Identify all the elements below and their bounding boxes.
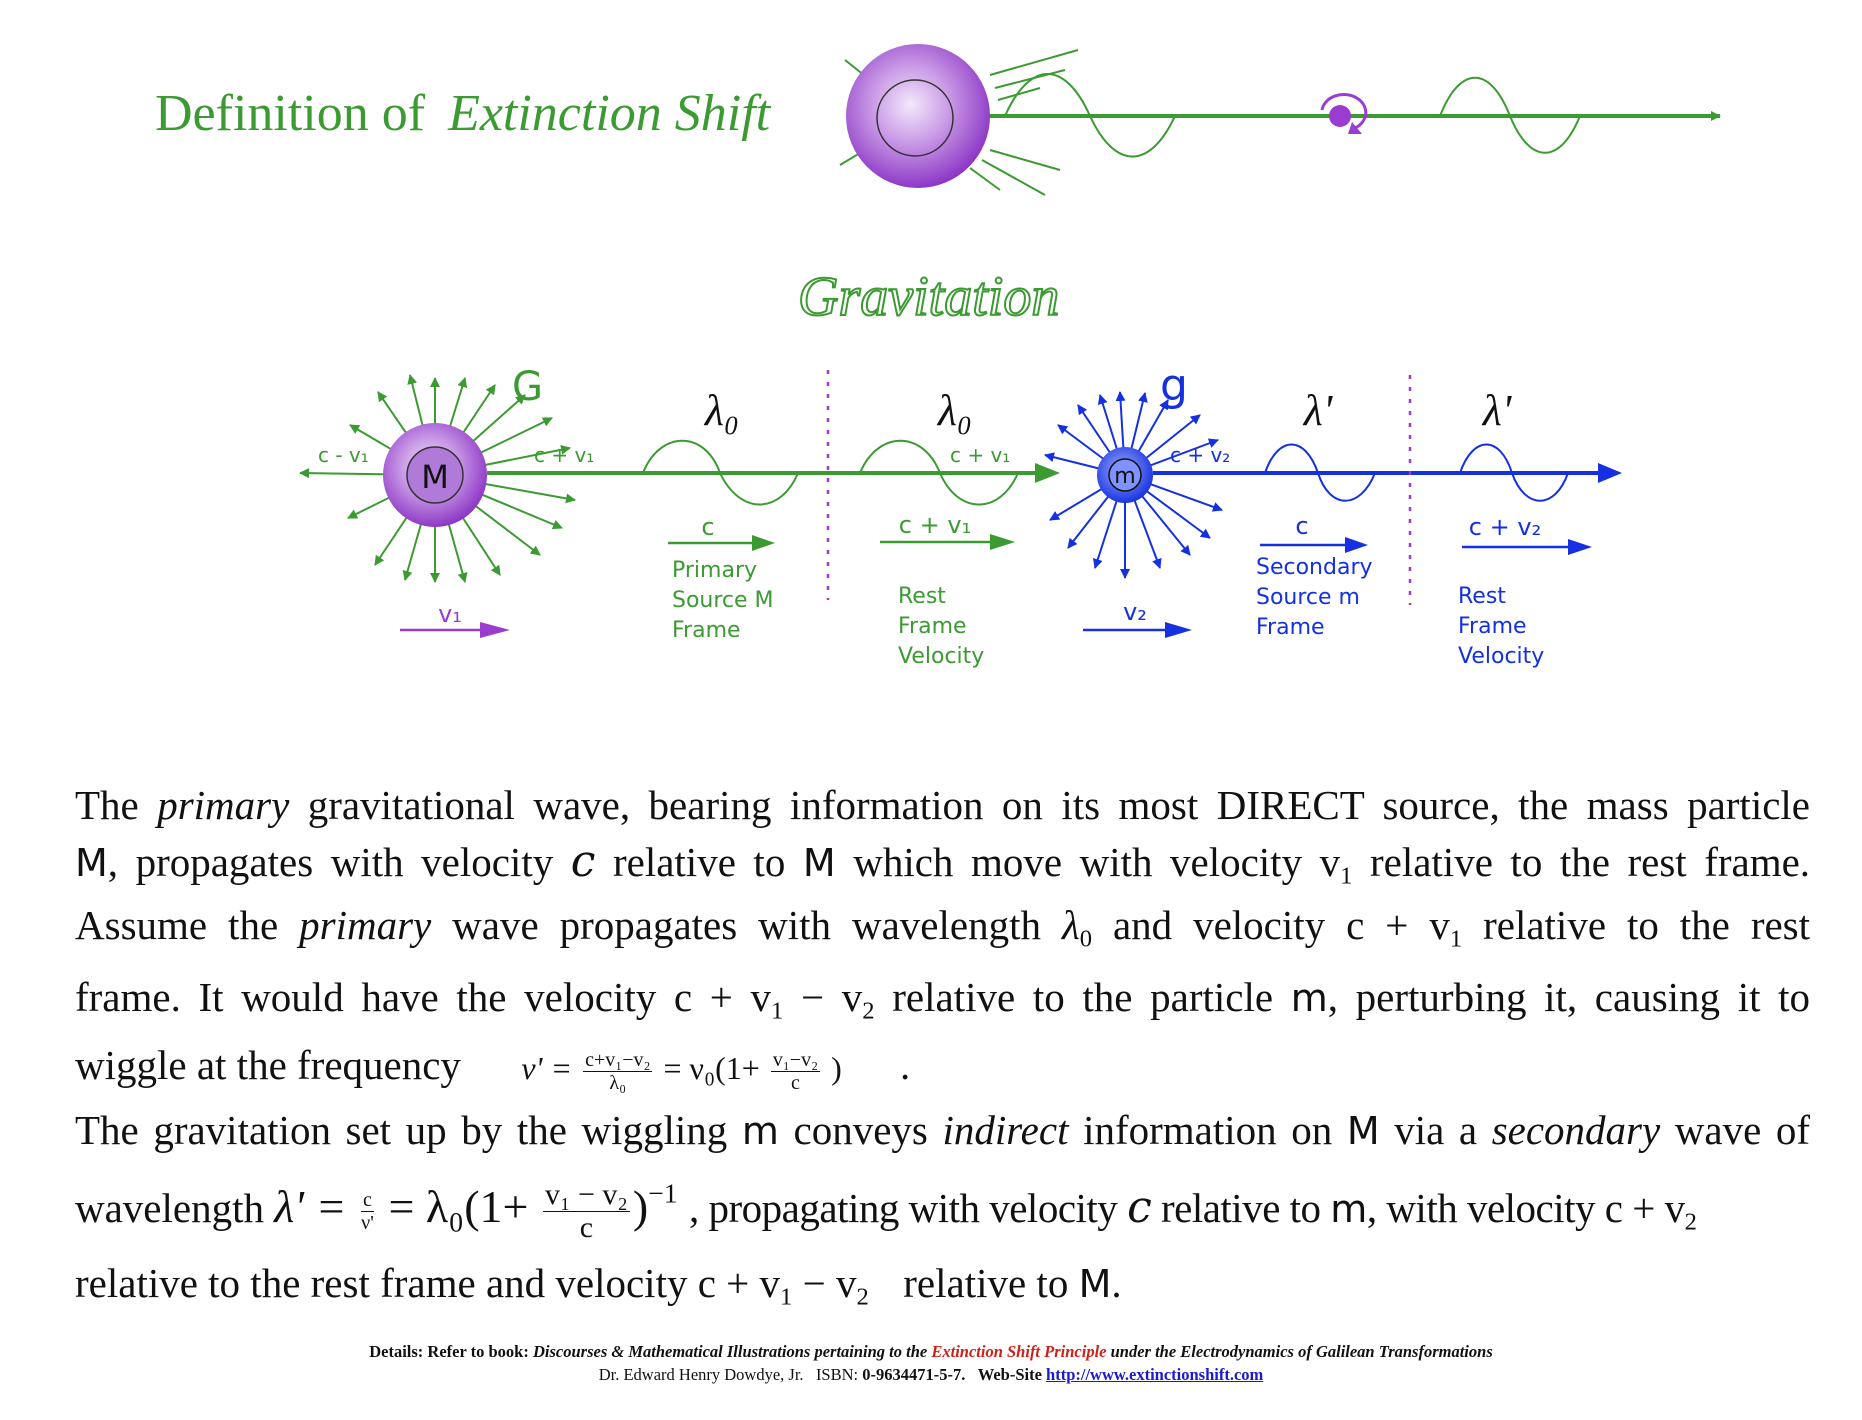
secondary-frame2-label-line1: Rest <box>1458 584 1506 609</box>
secondary-frame2-velocity: c + v₂ <box>1468 513 1542 541</box>
body-line-7: wavelength λ' = $\frac{c}{\nu'}$ = λ₀(1+ $\frac{\text{v₁ − v₂}}{c}$ )$^{-1}$ , propagating with velocity c relative to m, with velocity $c + v_2$ <box>75 1177 1697 1244</box>
primary-wavelength-1: λ₀ <box>704 386 740 435</box>
primary-left-velocity: c - v₁ <box>318 443 369 467</box>
secondary-mass-label: m <box>1114 464 1136 489</box>
header-source-sphere <box>846 44 990 188</box>
secondary-frame2-label-line3: Velocity <box>1458 644 1545 669</box>
secondary-source <box>1045 360 1230 578</box>
primary-frame2-label-line3: Velocity <box>898 644 985 669</box>
body-line-4: frame. It would have the velocity $c + v_1 - v_2$ relative to the particle m, perturbing it, causing it to <box>75 974 1811 1025</box>
primary-frame1-label <box>672 558 781 643</box>
secondary-wavelength-1: λ' <box>1303 386 1333 435</box>
primary-frame1-velocity: c <box>701 513 715 541</box>
primary-frame2-label <box>898 584 984 669</box>
primary-crossing-velocity: c + v₁ <box>950 443 1011 467</box>
wavelength-formula: λ' = $\frac{c}{\nu'}$ = λ₀(1+ $\frac{\text{v₁ − v₂}}{c}$ )$^{-1}$ <box>274 1177 678 1244</box>
header-particle <box>1329 105 1351 127</box>
primary-mass-label: M <box>421 458 449 496</box>
header-title <box>155 85 772 142</box>
secondary-field-label: g <box>1160 360 1188 411</box>
secondary-frame1-label-line1: Secondary <box>1256 555 1373 580</box>
body-line-6: The gravitation set up by the wiggling m conveys indirect information on M via a secondary wave of <box>75 1107 1811 1153</box>
body-line-5: wiggle at the frequency ν' = $\frac{\text{c+v₁−v₂}}{\text{λ₀}}$ = ν₀(1+ $\frac{\text{v₁−v₂}}{c}$ ) . <box>75 1042 911 1095</box>
primary-right-velocity: c + v₁ <box>534 443 595 467</box>
footer-author-line: Dr. Edward Henry Dowdye, Jr. ISBN: 0-9634471-5-7. Web-Site http://www.extinctionshift.com <box>598 1365 1264 1384</box>
secondary-frame1-label-line2: Source m <box>1256 585 1360 610</box>
primary-wavelength-2: λ₀ <box>937 386 973 435</box>
section-title: Gravitation <box>798 266 1060 328</box>
secondary-frame2-label-line2: Frame <box>1458 614 1527 639</box>
website-link[interactable]: http://www.extinctionshift.com <box>1046 1365 1264 1384</box>
frequency-formula: ν' = $\frac{\text{c+v₁−v₂}}{\text{λ₀}}$ = ν₀(1+ $\frac{\text{v₁−v₂}}{c}$ ) <box>521 1049 842 1095</box>
secondary-frame1-label <box>1256 555 1380 640</box>
header-title-emphasis: Extinction Shift <box>448 85 771 142</box>
secondary-right-velocity: c + v₂ <box>1170 443 1231 467</box>
primary-source-velocity: v₁ <box>438 600 462 628</box>
secondary-frame1-velocity: c <box>1295 512 1309 540</box>
header-emission-graphic <box>840 44 1720 195</box>
primary-frame2-label-line2: Frame <box>898 614 967 639</box>
footer-reference <box>0 1342 1862 1385</box>
secondary-frame1-label-line3: Frame <box>1256 615 1325 640</box>
secondary-wavelength-2: λ' <box>1482 386 1512 435</box>
primary-frame1-label-line2: Source M <box>672 588 774 613</box>
body-line-8: relative to the rest frame and velocity $c + v_1 - v_2$ relative to M. <box>75 1260 1122 1311</box>
header-title-prefix: Definition of <box>155 85 426 142</box>
body-line-2: M, propagates with velocity c relative to M which move with velocity $v_1$ relative to the rest frame. <box>75 836 1811 890</box>
primary-frame2-velocity: c + v₁ <box>898 511 972 539</box>
primary-frame1-label-line3: Frame <box>672 618 741 643</box>
body-line-3: Assume the primary wave propagates with wavelength $\lambda_0$ and velocity $c + v_1$ relative to the rest <box>75 902 1811 953</box>
primary-frame2-label-line1: Rest <box>898 584 946 609</box>
primary-field-label: G <box>512 364 543 410</box>
secondary-frame2-label <box>1458 584 1544 669</box>
secondary-source-velocity: v₂ <box>1123 598 1147 626</box>
body-line-1: The primary gravitational wave, bearing information on its most DIRECT source, the mass particle <box>75 782 1811 828</box>
primary-frame1-label-line1: Primary <box>672 558 758 583</box>
footer-book-reference: Details: Refer to book: Discourses & Mathematical Illustrations pertaining to the Extinction Shift Principle under the Electrodynamics of Galilean Transformations <box>369 1342 1493 1361</box>
